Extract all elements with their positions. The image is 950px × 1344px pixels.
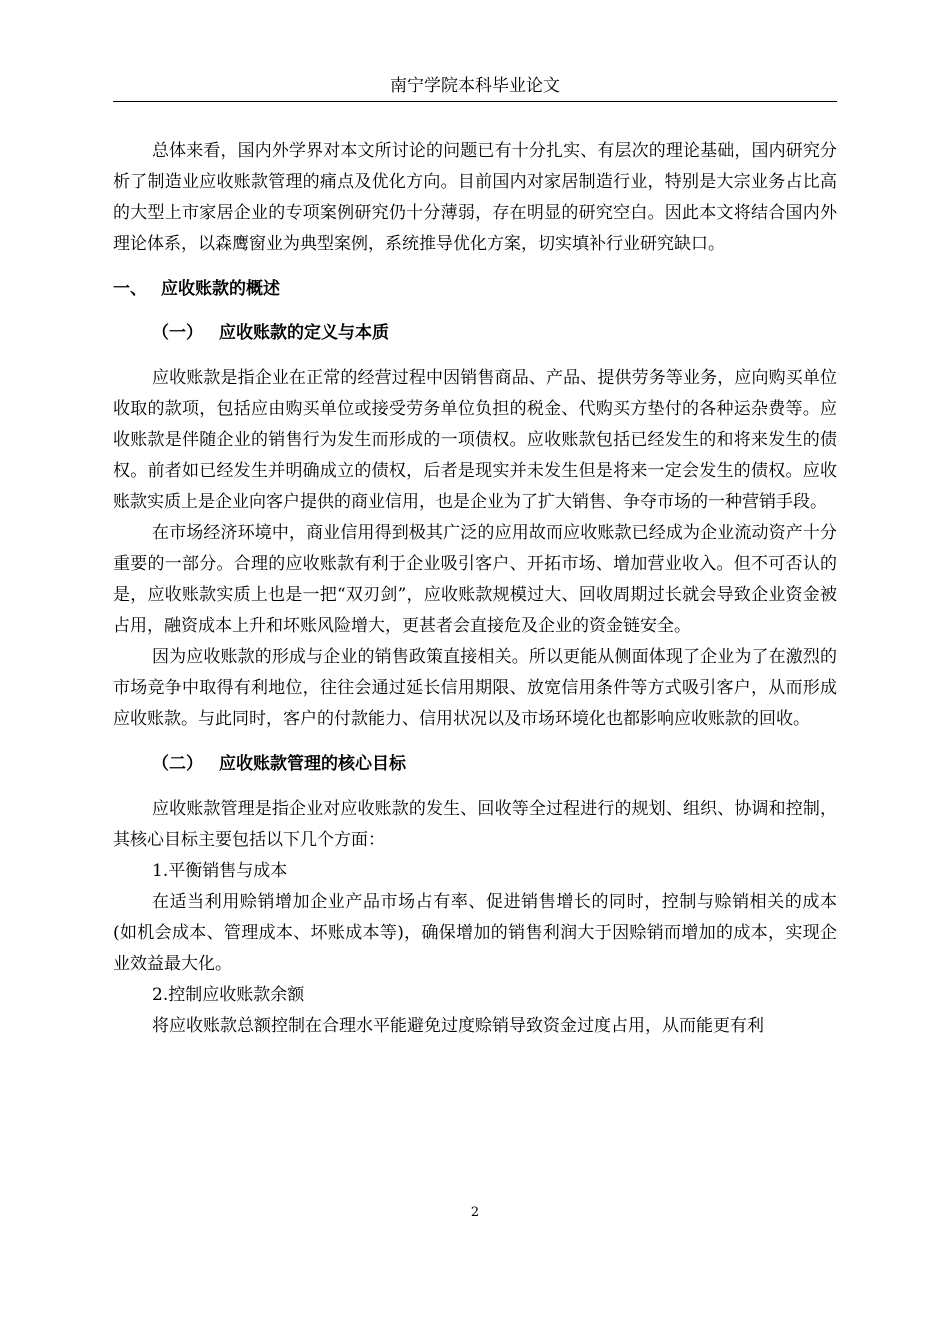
page-header-title: 南宁学院本科毕业论文 bbox=[390, 76, 560, 96]
list-item-heading: 2.控制应收账款余额 bbox=[152, 985, 305, 1005]
section-heading-1 bbox=[113, 274, 837, 305]
body-paragraph: 因为应收账款的形成与企业的销售政策直接相关。所以更能从侧面体现了企业为了在激烈的市场竞争中取得有利地位，往往会通过延长信用期限、放宽信用条件等方式吸引客户，从而形成应收账款。与此同时，客户的付款能力、信用状况以及市场环境化也都影响应收账款的回收。 bbox=[113, 647, 837, 729]
header-rule bbox=[113, 101, 837, 102]
subsection-number: （一） bbox=[152, 323, 203, 343]
page-number: 2 bbox=[470, 1205, 480, 1220]
body-paragraph: 在适当利用赊销增加企业产品市场占有率、促进销售增长的同时，控制与赊销相关的成本(如机会成本、管理成本、坏账成本等)，确保增加的销售利润大于因赊销而增加的成本，实现企业效益最大化。 bbox=[113, 892, 837, 974]
subsection-title: 应收账款的定义与本质 bbox=[219, 323, 389, 343]
subsection-heading-1 bbox=[113, 318, 837, 349]
list-item-heading: 1.平衡销售与成本 bbox=[152, 861, 288, 881]
body-paragraph: 应收账款是指企业在正常的经营过程中因销售商品、产品、提供劳务等业务，应向购买单位收取的款项，包括应由购买单位或接受劳务单位负担的税金、代购买方垫付的各种运杂费等。应收账款是伴随企业的销售行为发生而形成的一项债权。应收账款包括已经发生的和将来发生的债权。前者如已经发生并明确成立的债权，后者是现实并未发生但是将来一定会发生的债权。应收账款实质上是企业向客户提供的商业信用，也是企业为了扩大销售、争夺市场的一种营销手段。 bbox=[113, 368, 837, 512]
subsection-number: （二） bbox=[152, 754, 203, 774]
section-title: 应收账款的概述 bbox=[161, 279, 280, 299]
section-number: 一、 bbox=[113, 279, 147, 299]
body-paragraph: 将应收账款总额控制在合理水平能避免过度赊销导致资金过度占用，从而能更有利 bbox=[152, 1016, 764, 1036]
intro-paragraph: 总体来看，国内外学界对本文所讨论的问题已有十分扎实、有层次的理论基础，国内研究分析了制造业应收账款管理的痛点及优化方向。目前国内对家居制造行业，特别是大宗业务占比高的大型上市家居企业的专项案例研究仍十分薄弱，存在明显的研究空白。因此本文将结合国内外理论体系，以森鹰窗业为典型案例，系统推导优化方案，切实填补行业研究缺口。 bbox=[113, 141, 837, 254]
subsection-title: 应收账款管理的核心目标 bbox=[219, 754, 406, 774]
body-paragraph: 在市场经济环境中，商业信用得到极其广泛的应用故而应收账款已经成为企业流动资产十分重要的一部分。合理的应收账款有利于企业吸引客户、开拓市场、增加营业收入。但不可否认的是，应收账款实质上也是一把“双刃剑”，应收账款规模过大、回收周期过长就会导致企业资金被占用，融资成本上升和坏账风险增大，更甚者会直接危及企业的资金链安全。 bbox=[113, 523, 837, 636]
subsection-heading-2 bbox=[113, 749, 837, 780]
body-paragraph: 应收账款管理是指企业对应收账款的发生、回收等全过程进行的规划、组织、协调和控制，其核心目标主要包括以下几个方面： bbox=[113, 799, 837, 850]
page-body bbox=[113, 136, 837, 1042]
